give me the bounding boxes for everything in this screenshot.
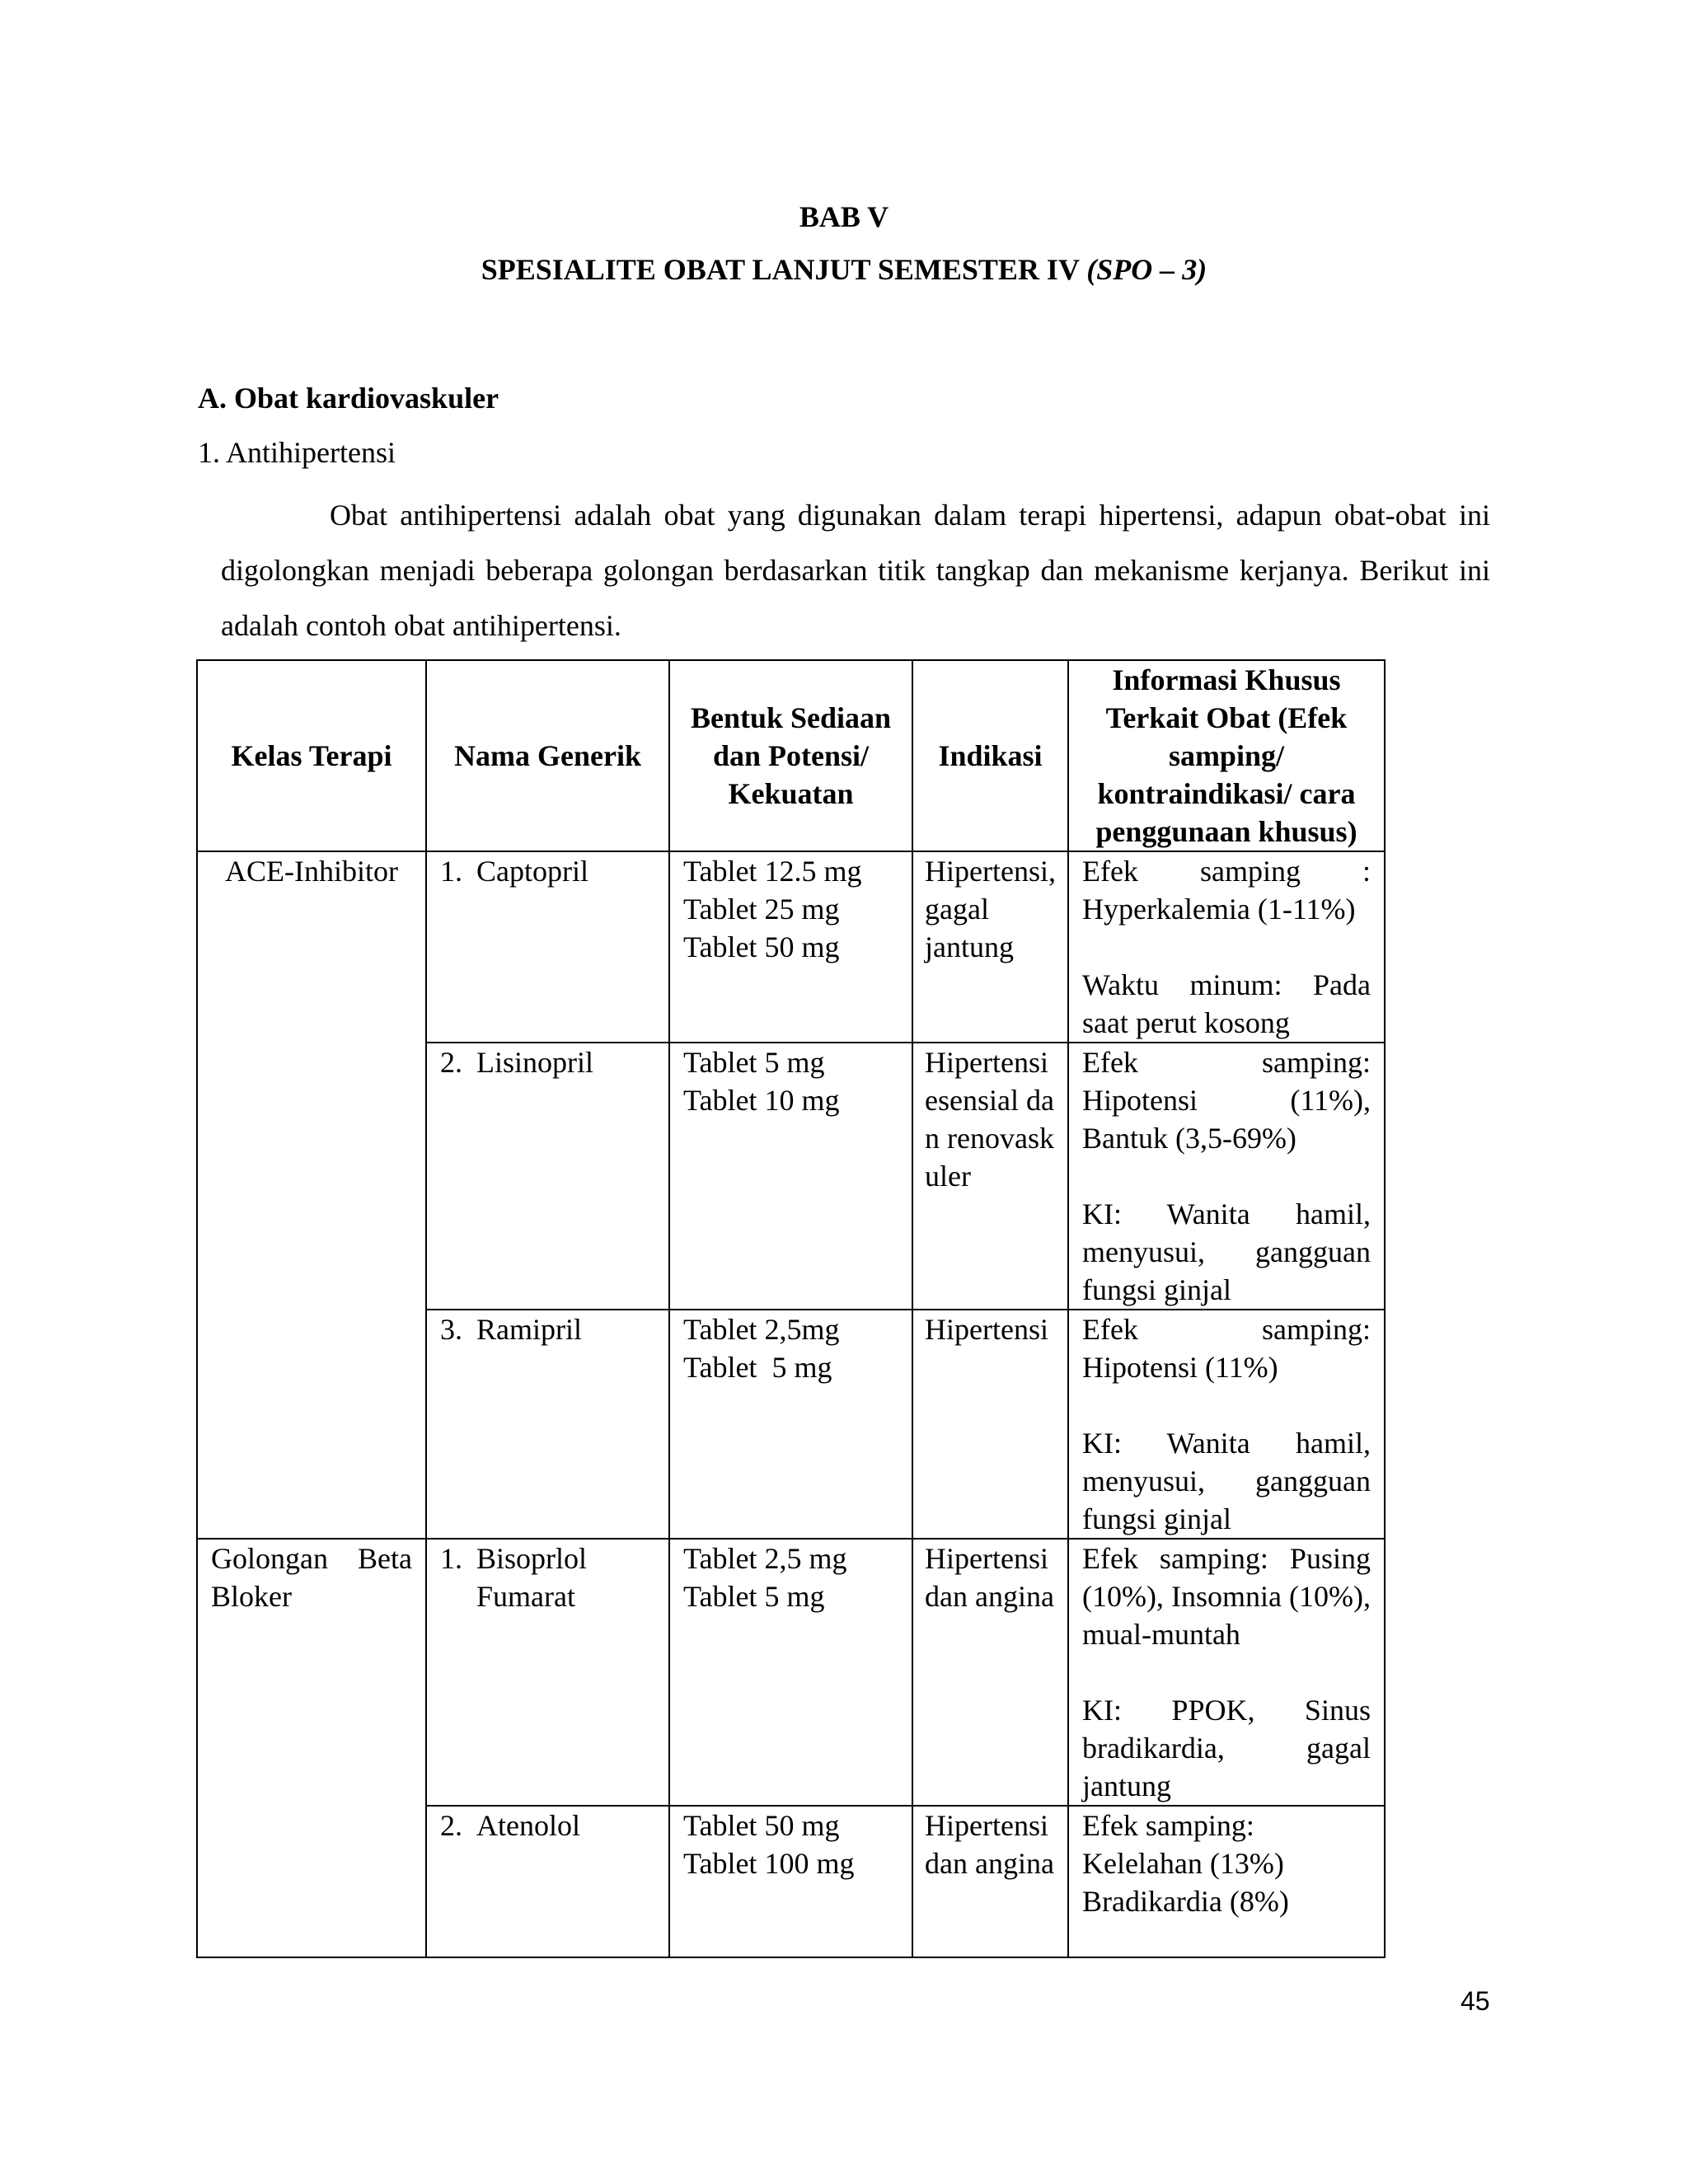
cell-indikasi <box>912 1806 1068 1957</box>
indication-text: Hipertensi <box>925 1313 1048 1346</box>
indication-text: Hipertensi, gagal jantung <box>925 855 1056 963</box>
generic-name: Captopril <box>476 855 588 888</box>
dosage-line: Tablet 2,5mg <box>683 1313 840 1346</box>
cell-kelas-terapi: ACE-Inhibitor <box>197 851 426 1539</box>
dosage-line: Tablet 2,5 mg <box>683 1542 847 1575</box>
dosage-line: Tablet 12.5 mg <box>683 855 862 888</box>
dosage-line: Tablet 5 mg <box>683 1046 825 1079</box>
cell-sediaan <box>669 851 912 1043</box>
subsection-heading: 1. Antihipertensi <box>198 436 396 469</box>
dosage-line: Tablet 10 mg <box>683 1084 840 1117</box>
dosage-line: Tablet 5 mg <box>683 1351 832 1384</box>
cell-info <box>1068 1806 1385 1957</box>
row-number: 1. <box>440 855 462 888</box>
info-paragraph: KI: PPOK, Sinus bradikardia, gagal jantung <box>1081 1694 1371 1802</box>
row-number: 1. <box>440 1542 462 1575</box>
header-indikasi: Indikasi <box>912 660 1068 851</box>
row-number: 2. <box>440 1809 462 1842</box>
cell-sediaan <box>669 1539 912 1806</box>
dosage-line: Tablet 50 mg <box>683 1809 840 1842</box>
cell-info <box>1068 851 1385 1043</box>
indication-text: Hipertensi dan angina <box>925 1809 1054 1880</box>
dosage-line: Tablet 100 mg <box>683 1847 855 1880</box>
cell-info <box>1068 1310 1385 1539</box>
info-paragraph: Waktu minum: Pada saat perut kosong <box>1081 968 1371 1039</box>
header-bentuk-sediaan: Bentuk Sediaan dan Potensi/ Kekuatan <box>669 660 912 851</box>
chapter-heading: BAB V <box>799 200 889 233</box>
info-paragraph: Efek samping : Hyperkalemia (1-11%) <box>1081 855 1371 926</box>
header-informasi-khusus: Informasi Khusus Terkait Obat (Efek samping/ kontraindikasi/ cara penggunaan khusus) <box>1068 660 1385 851</box>
cell-indikasi <box>912 1539 1068 1806</box>
info-paragraph: KI: Wanita hamil, menyusui, gangguan fungsi ginjal <box>1081 1427 1371 1535</box>
indication-text: Hipertensi dan angina <box>925 1542 1054 1613</box>
cell-nama-generik <box>426 1043 669 1310</box>
header-nama-generik: Nama Generik <box>426 660 669 851</box>
table-header-row <box>197 660 1385 851</box>
cell-indikasi <box>912 851 1068 1043</box>
cell-nama-generik <box>426 1539 669 1806</box>
chapter-title <box>0 252 1688 287</box>
cell-indikasi <box>912 1043 1068 1310</box>
cell-indikasi <box>912 1310 1068 1539</box>
generic-name: Lisinopril <box>476 1046 593 1079</box>
cell-nama-generik <box>426 851 669 1043</box>
header-kelas-terapi: Kelas Terapi <box>197 660 426 851</box>
info-paragraph: Efek samping: Pusing (10%), Insomnia (10%), mual-muntah <box>1081 1542 1371 1651</box>
intro-paragraph-text: Obat antihipertensi adalah obat yang digunakan dalam terapi hipertensi, adapun obat-obat ini digolongkan menjadi beberapa golongan berdasarkan titik tangkap dan mekanisme kerjanya. Berikut ini adalah contoh obat antihipertensi. <box>221 499 1490 642</box>
row-number: 3. <box>440 1313 462 1346</box>
dosage-line: Tablet 50 mg <box>683 930 840 963</box>
dosage-line: Tablet 25 mg <box>683 893 840 926</box>
cell-sediaan <box>669 1806 912 1957</box>
intro-paragraph <box>221 488 1490 654</box>
generic-name: Bisoprlol Fumarat <box>476 1542 588 1613</box>
table-row <box>197 851 1385 1043</box>
chapter-title-code: (SPO – 3) <box>1086 253 1207 286</box>
info-paragraph: Efek samping: Hipotensi (11%), Bantuk (3,5-69%) <box>1081 1046 1371 1155</box>
table-row <box>197 1539 1385 1806</box>
dosage-line: Tablet 5 mg <box>683 1580 825 1613</box>
cell-kelas-terapi: Golongan Beta Bloker <box>197 1539 426 1957</box>
generic-name: Atenolol <box>476 1809 580 1842</box>
cell-sediaan <box>669 1310 912 1539</box>
page-number: 45 <box>1461 1986 1490 2016</box>
drug-table <box>196 659 1386 1958</box>
cell-info <box>1068 1539 1385 1806</box>
cell-nama-generik <box>426 1310 669 1539</box>
indication-text: Hipertensi esensial dan renovaskuler <box>925 1046 1054 1193</box>
info-paragraph: Efek samping: Kelelahan (13%) Bradikardia (8%) <box>1081 1809 1289 1918</box>
generic-name: Ramipril <box>476 1313 582 1346</box>
chapter-title-main: SPESIALITE OBAT LANJUT SEMESTER IV <box>481 253 1087 286</box>
cell-info <box>1068 1043 1385 1310</box>
cell-nama-generik <box>426 1806 669 1957</box>
info-paragraph: Efek samping: Hipotensi (11%) <box>1081 1313 1371 1384</box>
row-number: 2. <box>440 1046 462 1079</box>
info-paragraph: KI: Wanita hamil, menyusui, gangguan fungsi ginjal <box>1081 1197 1371 1306</box>
cell-sediaan <box>669 1043 912 1310</box>
section-heading: A. Obat kardiovaskuler <box>198 382 499 415</box>
